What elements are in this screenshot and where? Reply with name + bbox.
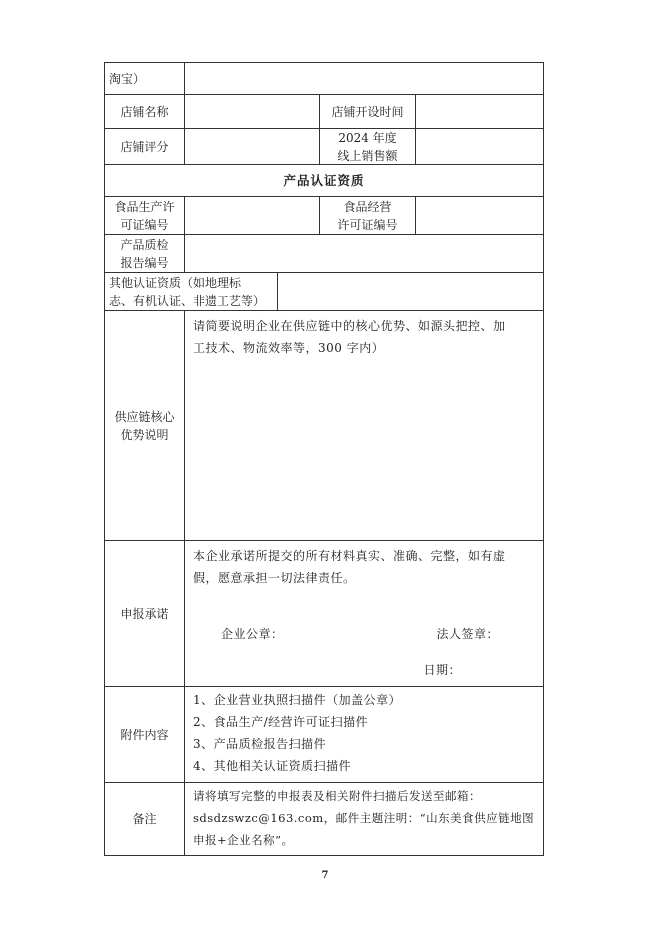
label-supply-line2: 优势说明 [120, 427, 169, 442]
label-quality-line2: 报告编号 [120, 255, 169, 270]
remark-line3: 申报+企业名称”。 [193, 833, 294, 847]
field-supply-chain[interactable] [185, 311, 544, 540]
label-quality-report [105, 235, 185, 272]
supply-hint-line2: 工技术、物流效率等，300 字内） [193, 341, 385, 355]
label-quality-line1: 产品质检 [120, 237, 169, 252]
label-sales-2024-line2: 线上销售额 [337, 148, 398, 163]
page-number: 7 [321, 870, 329, 881]
row-shop-rating [104, 128, 544, 164]
label-taobao: 淘宝） [105, 63, 185, 94]
label-food-trade-line2: 许可证编号 [337, 217, 398, 232]
row-attachments [104, 686, 544, 782]
label-shop-name: 店铺名称 [105, 95, 185, 128]
label-other-line2: 志、有机认证、非遗工艺等） [109, 293, 266, 308]
attachment-item: 4、其他相关认证资质扫描件 [193, 759, 352, 773]
field-taobao[interactable] [185, 63, 544, 94]
label-food-prod-line1: 食品生产许 [114, 199, 175, 214]
section-title-cert: 产品认证资质 [105, 165, 544, 196]
field-sales-2024[interactable] [416, 129, 544, 164]
label-food-production-license [105, 197, 185, 234]
field-quality-report[interactable] [185, 235, 544, 272]
field-other-cert[interactable] [278, 273, 544, 310]
label-supply-chain [105, 311, 185, 540]
remark-content [185, 783, 544, 855]
label-shop-rating: 店铺评分 [105, 129, 185, 164]
pledge-text-line2: 假，愿意承担一切法律责任。 [193, 571, 356, 585]
label-remark: 备注 [105, 783, 185, 855]
row-cert-section [104, 164, 544, 196]
row-supply-chain [104, 310, 544, 540]
field-food-production-license[interactable] [185, 197, 320, 234]
row-quality-report [104, 234, 544, 272]
pledge-content [185, 541, 544, 686]
row-taobao [104, 62, 544, 94]
supply-hint-line1: 请简要说明企业在供应链中的核心优势、如源头把控、加 [193, 319, 506, 333]
remark-line2: sdsdzswzc@163.com，邮件主题注明：“山东美食供应链地图 [193, 811, 535, 825]
label-sales-2024 [320, 129, 416, 164]
label-food-trade-line1: 食品经营 [343, 199, 392, 214]
row-shop-name [104, 94, 544, 128]
remark-line1: 请将填写完整的申报表及相关附件扫描后发送至邮箱： [193, 789, 481, 803]
field-shop-open-time[interactable] [416, 95, 544, 128]
attachments-list [185, 687, 544, 782]
label-supply-line1: 供应链核心 [114, 409, 175, 424]
field-food-trade-license[interactable] [416, 197, 544, 234]
pledge-signatures [193, 623, 535, 645]
label-pledge: 申报承诺 [105, 541, 185, 686]
label-sales-2024-line1: 2024 年度 [338, 130, 397, 145]
attachment-item: 1、企业营业执照扫描件（加盖公章） [193, 693, 402, 707]
label-food-prod-line2: 可证编号 [120, 217, 169, 232]
attachment-item: 3、产品质检报告扫描件 [193, 737, 327, 751]
field-shop-rating[interactable] [185, 129, 320, 164]
row-remark [104, 782, 544, 856]
label-other-cert [105, 273, 278, 310]
pledge-text-line1: 本企业承诺所提交的所有材料真实、准确、完整，如有虚 [193, 549, 506, 563]
application-form-table [104, 62, 544, 856]
row-food-license [104, 196, 544, 234]
label-shop-open-time: 店铺开设时间 [320, 95, 416, 128]
label-other-line1: 其他认证资质（如地理标 [109, 275, 242, 290]
field-shop-name[interactable] [185, 95, 320, 128]
company-seal-label: 企业公章： [221, 627, 284, 641]
row-other-cert [104, 272, 544, 310]
legal-sign-label: 法人签章： [436, 627, 499, 641]
row-pledge [104, 540, 544, 686]
label-food-trade-license [320, 197, 416, 234]
label-attachments: 附件内容 [105, 687, 185, 782]
pledge-date-label: 日期： [423, 663, 461, 677]
attachment-item: 2、食品生产/经营许可证扫描件 [193, 715, 369, 729]
